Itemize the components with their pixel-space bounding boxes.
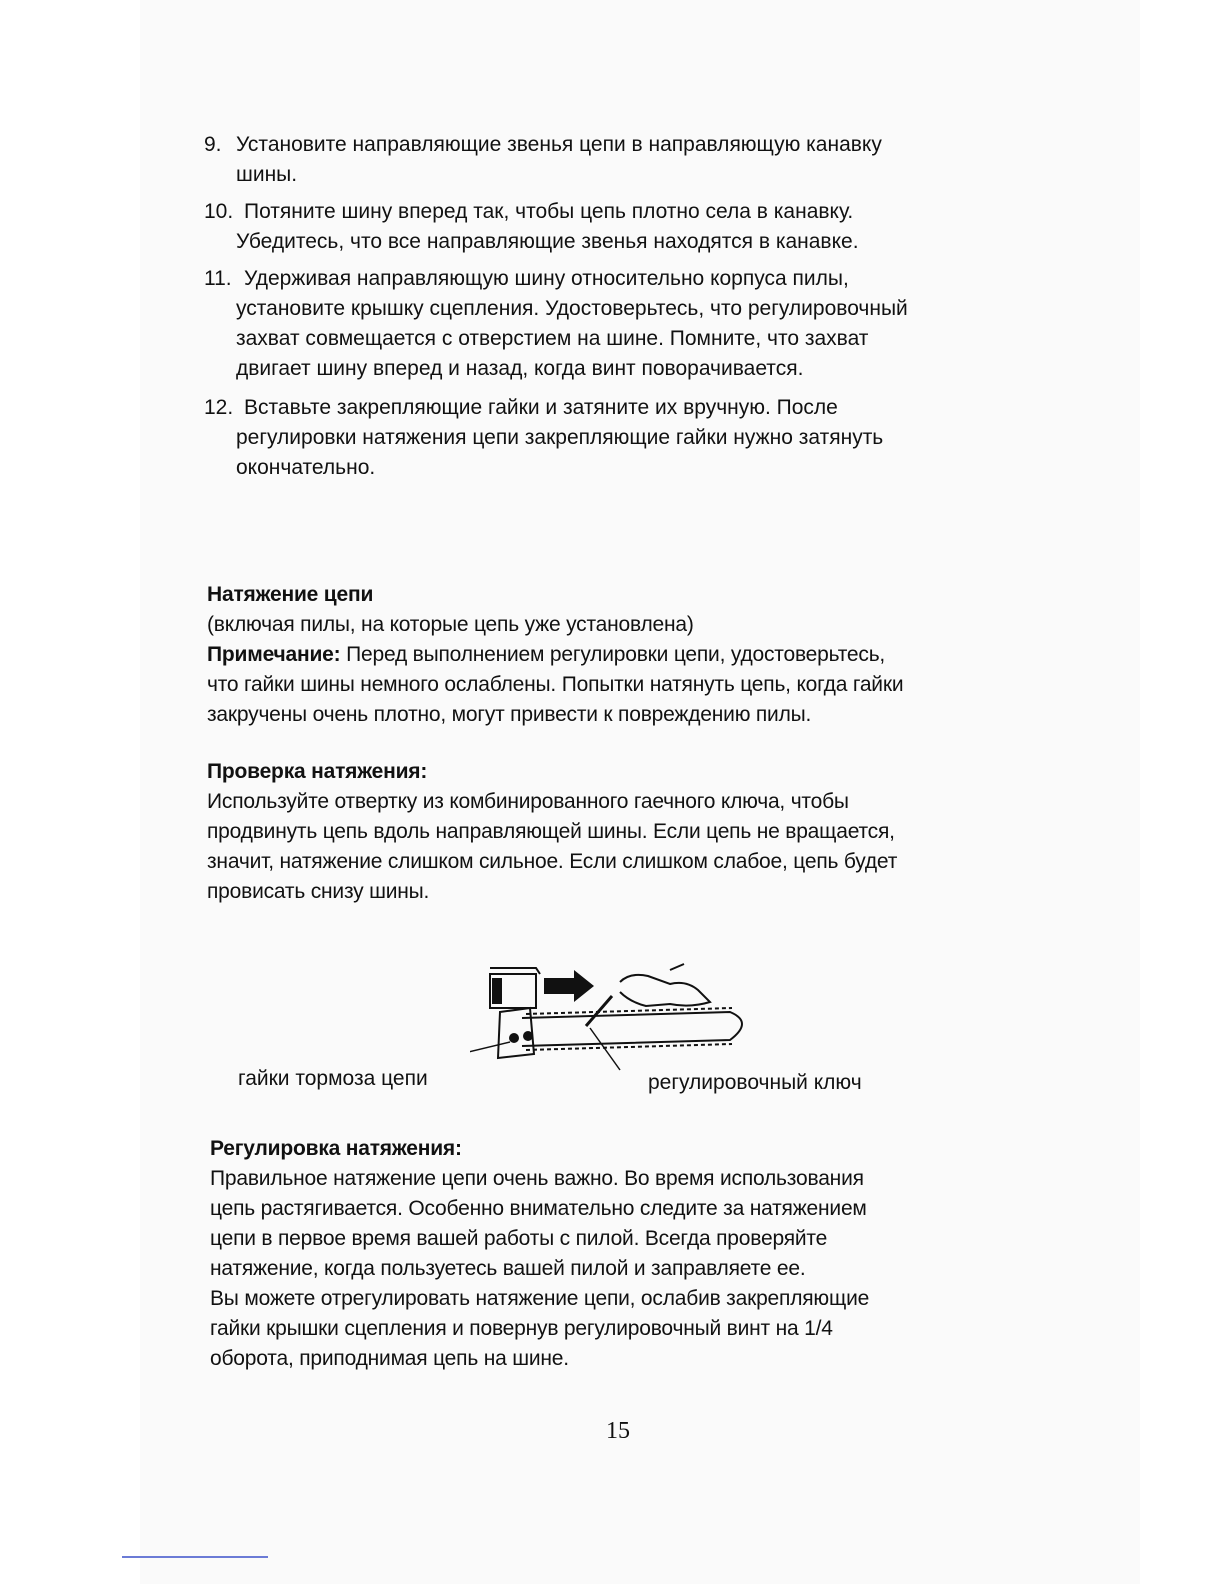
step-number: 10. <box>204 200 234 223</box>
bar-nut <box>509 1033 519 1043</box>
section-heading: Регулировка натяжения: <box>210 1137 462 1160</box>
note-text: Перед выполнением регулировки цепи, удостоверьтесь, <box>340 643 886 666</box>
step-line: Установите направляющие звенья цепи в направляющую канавку <box>236 133 882 156</box>
paragraph-line: провисать снизу шины. <box>207 880 430 903</box>
paragraph-line: Вы можете отрегулировать натяжение цепи, ослабив закрепляющие <box>210 1287 870 1310</box>
paragraph-line: продвинуть цепь вдоль направляющей шины. Если цепь не вращается, <box>207 820 895 843</box>
section-subheading: (включая пилы, на которые цепь уже установлена) <box>207 613 694 636</box>
step-line: установите крышку сцепления. Удостоверьтесь, что регулировочный <box>236 297 908 320</box>
step-line: Вставьте закрепляющие гайки и затяните их вручную. После <box>244 396 838 419</box>
note-label: Примечание: <box>207 643 341 666</box>
leader-line <box>590 1028 620 1070</box>
step-number: 12. <box>204 396 234 419</box>
paragraph-line: натяжение, когда пользуетесь вашей пилой и заправляете ее. <box>210 1257 806 1280</box>
page-number: 15 <box>606 1418 630 1444</box>
label-adjusting-key: регулировочный ключ <box>648 1071 862 1094</box>
step-number: 11. <box>204 267 232 290</box>
note-line <box>207 640 1067 670</box>
label-chain-brake-nuts: гайки тормоза цепи <box>238 1067 428 1090</box>
step-line: окончательно. <box>236 456 376 479</box>
check-section <box>207 757 1067 907</box>
leader-line <box>470 1042 510 1066</box>
adjust-section <box>210 1134 1070 1374</box>
step-line: Удерживая направляющую шину относительно корпуса пилы, <box>244 267 849 290</box>
note-line: закручены очень плотно, могут привести к повреждению пилы. <box>207 703 812 726</box>
bar-nut <box>523 1031 533 1041</box>
step-line: шины. <box>236 163 298 186</box>
section-heading: Натяжение цепи <box>207 583 374 606</box>
step-line: регулировки натяжения цепи закрепляющие гайки нужно затянуть <box>236 426 884 449</box>
step-line: захват совмещается с отверстием на шине. Помните, что захват <box>236 327 869 350</box>
chainsaw-illustration <box>470 962 770 1082</box>
step-line: двигает шину вперед и назад, когда винт поворачивается. <box>236 357 804 380</box>
paragraph-line: Используйте отвертку из комбинированного гаечного ключа, чтобы <box>207 790 849 813</box>
paragraph-line: оборота, приподнимая цепь на шине. <box>210 1347 569 1370</box>
step-line: Убедитесь, что все направляющие звенья находятся в канавке. <box>236 230 859 253</box>
paragraph-line: Правильное натяжение цепи очень важно. Во время использования <box>210 1167 864 1190</box>
guide-bar <box>522 1012 742 1046</box>
section-heading: Проверка натяжения: <box>207 760 428 783</box>
paragraph-line: цепь растягивается. Особенно внимательно следите за натяжением <box>210 1197 867 1220</box>
tension-section <box>207 580 1067 730</box>
hand-glove <box>620 975 710 1006</box>
step-line: Потяните шину вперед так, чтобы цепь плотно села в канавку. <box>244 200 854 223</box>
bottom-rule <box>122 1556 268 1558</box>
screwdriver <box>586 996 612 1026</box>
arrow-right-icon <box>544 970 594 1002</box>
step-number: 9. <box>204 133 222 156</box>
paragraph-line: значит, натяжение слишком сильное. Если слишком слабое, цепь будет <box>207 850 898 873</box>
paragraph-line: гайки крышки сцепления и повернув регулировочный винт на 1/4 <box>210 1317 833 1340</box>
note-line: что гайки шины немного ослаблены. Попытки натянуть цепь, когда гайки <box>207 673 904 696</box>
paragraph-line: цепи в первое время вашей работы с пилой. Всегда проверяйте <box>210 1227 828 1250</box>
